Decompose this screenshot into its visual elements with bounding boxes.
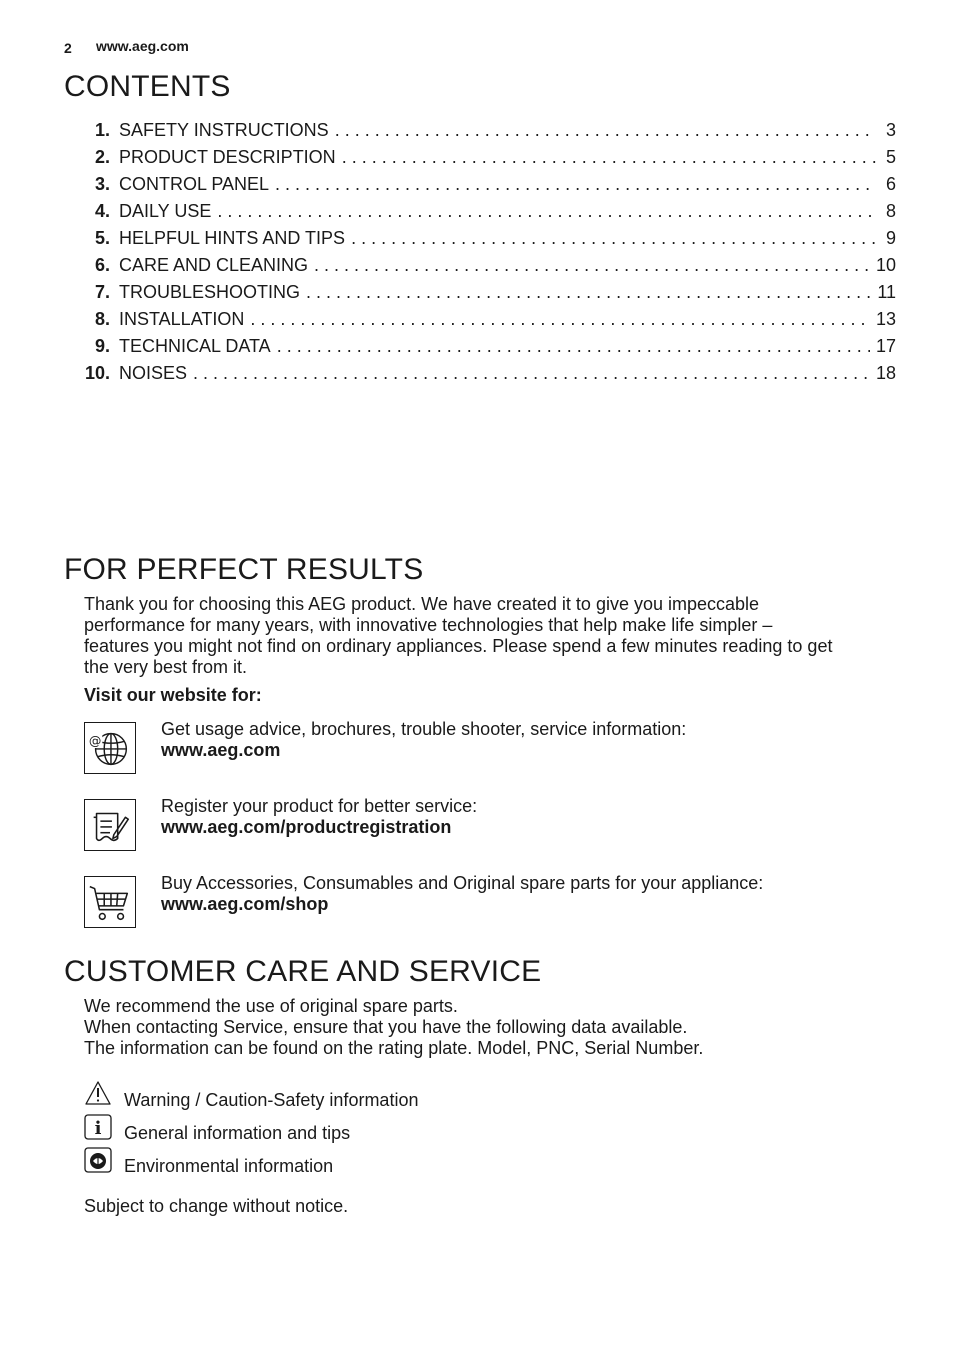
toc-leader-dots	[275, 174, 876, 195]
toc-item-noises[interactable]	[72, 363, 896, 390]
customer-care-line: The information can be found on the rating plate. Model, PNC, Serial Number.	[84, 1038, 704, 1058]
toc-item-helpful-hints[interactable]	[72, 228, 896, 255]
link-description: Register your product for better service:	[161, 796, 478, 816]
toc-leader-dots	[193, 363, 870, 384]
toc-leader-dots	[335, 120, 876, 141]
intro-line: features you might not find on ordinary appliances. Please spend a few minutes reading to get	[84, 636, 833, 656]
table-of-contents	[72, 120, 896, 390]
website-link-registration	[161, 796, 477, 838]
perfect-results-title: FOR PERFECT RESULTS	[64, 553, 424, 586]
page-number: 2	[64, 40, 72, 56]
toc-item-title: NOISES	[119, 363, 188, 383]
visit-label: Visit our website for:	[84, 685, 262, 705]
toc-item-title: CONTROL PANEL	[119, 174, 270, 194]
toc-item-daily-use[interactable]	[72, 201, 896, 228]
toc-item-title: SAFETY INSTRUCTIONS	[119, 120, 329, 140]
legend-warning-text: Warning / Caution-Safety information	[124, 1090, 419, 1110]
toc-item-title: TECHNICAL DATA	[119, 336, 271, 356]
toc-item-safety-instructions[interactable]	[72, 120, 896, 147]
toc-item-page: 11	[877, 282, 896, 302]
toc-leader-dots	[314, 255, 870, 276]
link-description: Buy Accessories, Consumables and Original spare parts for your appliance:	[161, 873, 764, 893]
toc-item-title: CARE AND CLEANING	[119, 255, 309, 275]
legend-info-text: General information and tips	[124, 1123, 351, 1143]
toc-item-troubleshooting[interactable]	[72, 282, 896, 309]
intro-paragraph	[84, 594, 900, 678]
change-notice: Subject to change without notice.	[84, 1196, 349, 1216]
customer-care-line: We recommend the use of original spare parts.	[84, 996, 458, 1016]
customer-care-title: CUSTOMER CARE AND SERVICE	[64, 955, 542, 988]
website-link-support	[161, 719, 686, 761]
intro-line: the very best from it.	[84, 657, 248, 677]
shop-url-link[interactable]: www.aeg.com/shop	[161, 894, 329, 914]
shopping-cart-icon	[84, 876, 136, 928]
toc-item-number: 3.	[94, 174, 110, 194]
customer-care-paragraph	[84, 996, 900, 1059]
toc-item-installation[interactable]	[72, 309, 896, 336]
toc-item-page: 8	[885, 201, 896, 221]
toc-item-number: 9.	[94, 336, 110, 356]
toc-item-title: INSTALLATION	[119, 309, 245, 329]
toc-item-control-panel[interactable]	[72, 174, 896, 201]
toc-item-number: 6.	[94, 255, 110, 275]
contents-title: CONTENTS	[64, 70, 231, 103]
toc-item-product-description[interactable]	[72, 147, 896, 174]
registration-form-icon	[84, 799, 136, 851]
legend-environment-text: Environmental information	[124, 1156, 334, 1176]
toc-item-number: 2.	[94, 147, 110, 167]
toc-leader-dots	[277, 336, 870, 357]
toc-leader-dots	[217, 201, 876, 222]
toc-item-title: DAILY USE	[119, 201, 212, 221]
toc-item-page: 13	[875, 309, 896, 329]
toc-item-number: 5.	[94, 228, 110, 248]
website-link-shop	[161, 873, 763, 915]
toc-item-number: 10.	[84, 363, 110, 383]
toc-item-page: 17	[875, 336, 896, 356]
toc-leader-dots	[342, 147, 876, 168]
toc-item-page: 3	[885, 120, 896, 140]
info-icon	[84, 1114, 112, 1140]
intro-line: performance for many years, with innovative technologies that help make life simpler –	[84, 615, 773, 635]
header-url[interactable]: www.aeg.com	[96, 38, 189, 54]
toc-item-number: 8.	[94, 309, 110, 329]
toc-leader-dots	[306, 282, 871, 303]
warning-triangle-icon	[84, 1080, 112, 1106]
toc-leader-dots	[250, 309, 870, 330]
intro-line: Thank you for choosing this AEG product. We have created it to give you impeccable	[84, 594, 760, 614]
link-description: Get usage advice, brochures, trouble shooter, service information:	[161, 719, 687, 739]
toc-item-page: 5	[885, 147, 896, 167]
toc-item-technical-data[interactable]	[72, 336, 896, 363]
toc-item-title: TROUBLESHOOTING	[119, 282, 301, 302]
toc-item-page: 18	[875, 363, 896, 383]
toc-item-number: 7.	[94, 282, 110, 302]
toc-item-page: 6	[885, 174, 896, 194]
toc-item-page: 9	[885, 228, 896, 248]
svg-text:@: @	[88, 733, 102, 749]
web-globe-icon	[84, 722, 136, 774]
toc-item-page: 10	[875, 255, 896, 275]
toc-item-title: HELPFUL HINTS AND TIPS	[119, 228, 346, 248]
customer-care-line: When contacting Service, ensure that you have the following data available.	[84, 1017, 688, 1037]
toc-item-number: 1.	[94, 120, 110, 140]
svg-text:i: i	[94, 1118, 102, 1139]
toc-item-title: PRODUCT DESCRIPTION	[119, 147, 336, 167]
toc-item-number: 4.	[94, 201, 110, 221]
toc-item-care-and-cleaning[interactable]	[72, 255, 896, 282]
registration-url-link[interactable]: www.aeg.com/productregistration	[161, 817, 452, 837]
toc-leader-dots	[351, 228, 876, 249]
environment-icon	[84, 1147, 112, 1173]
support-url-link[interactable]: www.aeg.com	[161, 740, 281, 760]
